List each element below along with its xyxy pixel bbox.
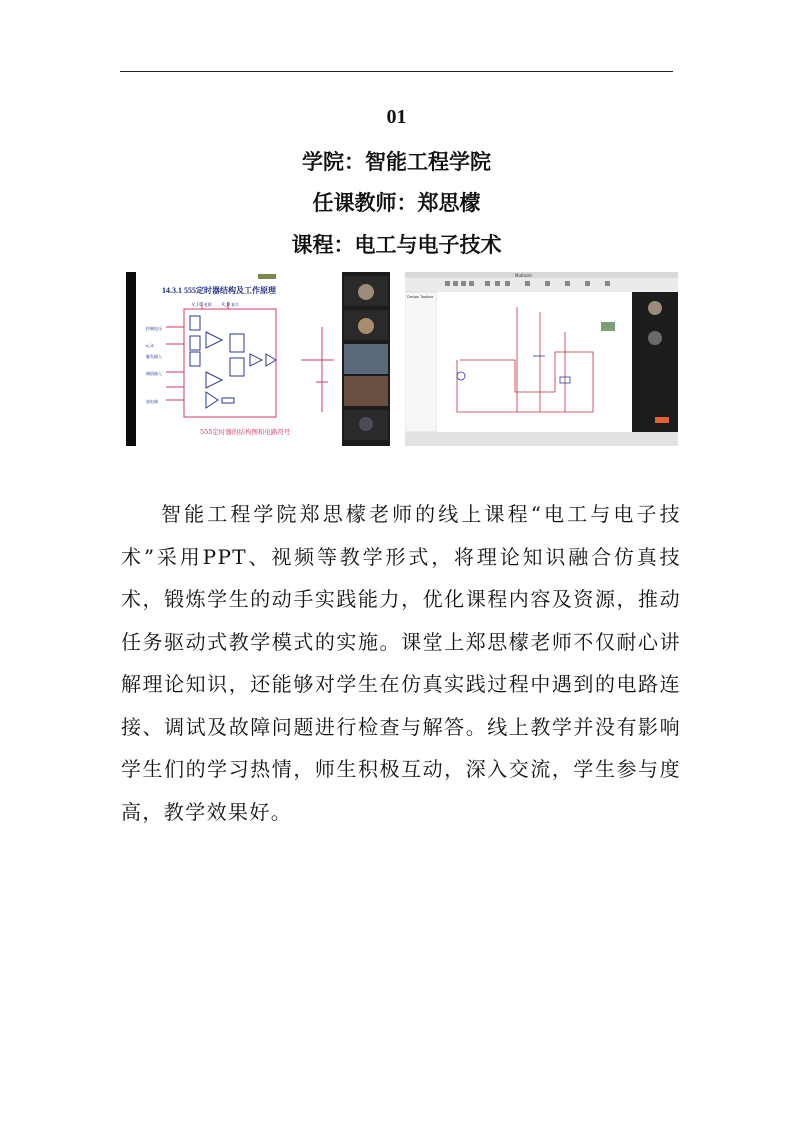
simulation-image bbox=[405, 272, 678, 446]
pin-label: 阈值输入 bbox=[146, 371, 162, 376]
window-title: Multisim bbox=[515, 273, 532, 278]
lecture-slide-image bbox=[126, 272, 390, 446]
pin-label: 放电端 bbox=[146, 399, 158, 404]
pin-label: 控制电压 bbox=[146, 326, 162, 331]
panel-title: Design Toolbox bbox=[407, 295, 434, 299]
course-line: 课程：电工与电子技术 bbox=[291, 232, 502, 257]
pin-label: 触发输入 bbox=[146, 354, 162, 359]
body-paragraph: 智能工程学院郑思檬老师的线上课程“电工与电子技术”采用PPT、视频等教学形式，将理论知识融合仿真技术，锻炼学生的动手实践能力，优化课程内容及资源，推动任务驱动式教学模式的实施。课堂上郑思檬老师不仅耐心讲解理论知识，还能够对学生在仿真实践过程中遇到的电路连接、调试及故障问题进行检查与解答。线上教学并没有影响学生们的学习热情，师生积极互动，深入交流，学生参与度高，教学效果好。 bbox=[121, 502, 681, 824]
pin-label: R_D 复位 bbox=[222, 302, 240, 307]
college-line: 学院：智能工程学院 bbox=[302, 149, 491, 174]
slide-caption: 555定时器的结构图和电路符号 bbox=[200, 428, 291, 436]
slide-title: 14.3.1 555定时器结构及工作原理 bbox=[162, 286, 276, 295]
section-number: 01 bbox=[386, 106, 407, 128]
pin-label: u_ic bbox=[146, 343, 154, 348]
header-rule bbox=[120, 71, 673, 72]
lecture-slide-screenshot bbox=[126, 272, 390, 446]
simulation-screenshot bbox=[405, 272, 678, 446]
pin-label: V_CC 电源 bbox=[192, 302, 212, 307]
teacher-line: 任课教师：郑思檬 bbox=[312, 190, 481, 215]
